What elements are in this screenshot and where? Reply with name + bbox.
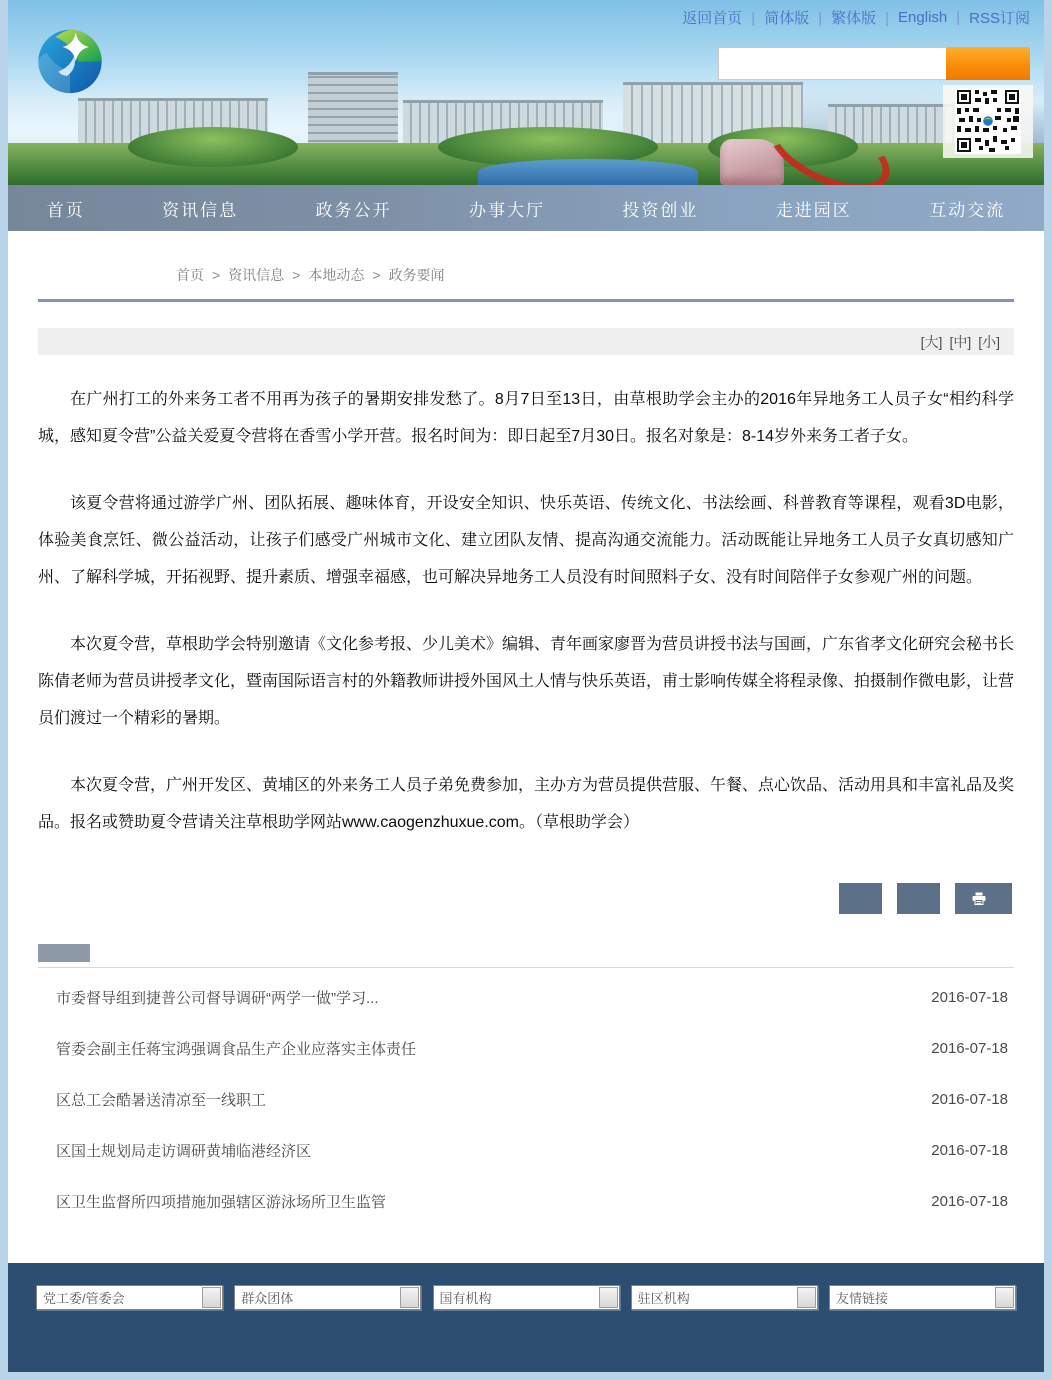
footer-info xyxy=(36,1344,1016,1346)
print-button[interactable] xyxy=(955,883,1012,914)
chevron-down-icon[interactable] xyxy=(797,1287,816,1308)
footer-dropdown[interactable] xyxy=(829,1285,1016,1310)
chevron-down-icon[interactable] xyxy=(995,1287,1014,1308)
dropdown-selected-value: 群众团体 xyxy=(241,1291,294,1306)
top-link[interactable]: English | xyxy=(898,9,969,26)
footer xyxy=(8,1263,1044,1372)
footer-dropdowns xyxy=(36,1285,1016,1310)
related-article-row xyxy=(38,1125,1014,1176)
article-paragraph: 本次夏令营，草根助学会特别邀请《文化参考报、少儿美术》编辑、青年画家廖晋为营员讲授书法与国画，广东省孝文化研究会秘书长陈倩老师为营员讲授孝文化，暨南国际语言村的外籍教师讲授外国风土人情与快乐英语，甫士影响传媒全将程录像、拍摄制作微电影，让营员们渡过一个精彩的暑期。 xyxy=(38,636,1015,727)
nav-item[interactable]: 走进园区 xyxy=(775,200,852,220)
breadcrumb-item[interactable]: 资讯信息 > xyxy=(228,265,308,285)
article-meta-bar xyxy=(38,328,1014,355)
top-link[interactable]: 简体版 | xyxy=(764,7,831,28)
nav-item[interactable]: 互动交流 xyxy=(929,200,1006,220)
footer-dropdown[interactable] xyxy=(234,1285,421,1310)
dropdown-selected-value: 党工委/管委会 xyxy=(43,1291,125,1306)
article-actions xyxy=(40,883,1012,914)
related-articles-title xyxy=(38,944,90,962)
related-article-row xyxy=(38,972,1014,1023)
breadcrumb xyxy=(176,265,1014,285)
font-size-option[interactable]: [大] xyxy=(920,333,943,350)
banner-photo-water xyxy=(478,159,698,185)
nav-item[interactable]: 首页 xyxy=(46,200,85,220)
logo-icon xyxy=(34,24,106,96)
related-article-link[interactable]: 区总工会酷暑送清凉至一线职工 xyxy=(56,1092,267,1109)
related-article-row xyxy=(38,1023,1014,1074)
banner-photo-tree xyxy=(128,127,298,167)
font-size-option[interactable]: [中] xyxy=(949,333,972,350)
banner xyxy=(8,0,1044,185)
article-paragraph: 在广州打工的外来务工者不用再为孩子的暑期安排发愁了。8月7日至13日，由草根助学会主办的2016年异地务工人员子女“相约科学城，感知夏令营”公益关爱夏令营将在香雪小学开营。报名时间为：即日起至7月30日。报名对象是：8-14岁外来务工者子女。 xyxy=(38,391,1014,445)
footer-dropdown[interactable] xyxy=(631,1285,818,1310)
dropdown-selected-value: 驻区机构 xyxy=(637,1291,690,1306)
add-favorite-button[interactable] xyxy=(897,883,940,914)
related-article-row xyxy=(38,1176,1014,1227)
nav-item[interactable]: 投资创业 xyxy=(622,200,699,220)
related-article-row xyxy=(38,1074,1014,1125)
chevron-down-icon[interactable] xyxy=(599,1287,618,1308)
related-article-date: 2016-07-18 xyxy=(931,1142,1008,1159)
nav-item[interactable]: 办事大厅 xyxy=(468,200,545,220)
article-page xyxy=(8,231,1044,1263)
top-link[interactable]: 返回首页 | xyxy=(682,7,764,28)
font-size-option[interactable]: [小] xyxy=(978,333,1000,350)
top-link[interactable]: 繁体版 | xyxy=(831,7,898,28)
related-article-link[interactable]: 区卫生监督所四项措施加强辖区游泳场所卫生监管 xyxy=(56,1194,387,1211)
qr-code-image xyxy=(955,88,1021,154)
wechat-qr-panel xyxy=(943,85,1033,158)
related-article-date: 2016-07-18 xyxy=(931,1193,1008,1210)
related-article-link[interactable]: 市委督导组到捷普公司督导调研“两学一做”学习... xyxy=(56,990,379,1007)
site-logo[interactable] xyxy=(34,24,120,96)
related-article-link[interactable]: 管委会副主任蒋宝鸿强调食品生产企业应落实主体责任 xyxy=(56,1041,417,1058)
chevron-down-icon[interactable] xyxy=(202,1287,221,1308)
close-window-button[interactable] xyxy=(839,883,882,914)
article-body xyxy=(38,381,1014,841)
related-articles-list xyxy=(38,968,1014,1227)
main-navigation xyxy=(8,185,1044,231)
article-paragraph: 该夏令营将通过游学广州、团队拓展、趣味体育，开设安全知识、快乐英语、传统文化、书法绘画、科普教育等课程，观看3D电影，体验美食烹饪、微公益活动，让孩子们感受广州城市文化、建立团队友情、提高沟通交流能力。活动既能让异地务工人员子女真切感知广州、了解科学城，开拓视野、提升素质、增强幸福感，也可解决异地务工人员没有时间照料子女、没有时间陪伴子女参观广州的问题。 xyxy=(38,495,1014,586)
footer-dropdown[interactable] xyxy=(36,1285,223,1310)
breadcrumb-divider xyxy=(38,299,1014,302)
related-article-date: 2016-07-18 xyxy=(931,1040,1008,1057)
related-article-date: 2016-07-18 xyxy=(931,989,1008,1006)
breadcrumb-item[interactable]: 首页 > xyxy=(176,265,228,285)
breadcrumb-item[interactable]: 政务要闻 xyxy=(388,267,445,283)
dropdown-selected-value: 国有机构 xyxy=(439,1291,492,1306)
footer-dropdown[interactable] xyxy=(433,1285,620,1310)
search-bar xyxy=(718,47,1030,80)
page-container xyxy=(8,0,1044,1372)
related-article-link[interactable]: 区国土规划局走访调研黄埔临港经济区 xyxy=(56,1143,312,1160)
top-utility-links xyxy=(682,7,1030,28)
related-article-date: 2016-07-18 xyxy=(931,1091,1008,1108)
top-link[interactable]: RSS订阅 xyxy=(969,10,1030,27)
related-articles-header xyxy=(38,944,1014,968)
search-button[interactable] xyxy=(946,47,1030,80)
chevron-down-icon[interactable] xyxy=(400,1287,419,1308)
breadcrumb-item[interactable]: 本地动态 > xyxy=(308,265,388,285)
nav-item[interactable]: 资讯信息 xyxy=(162,200,239,220)
search-input[interactable] xyxy=(718,47,946,80)
dropdown-selected-value: 友情链接 xyxy=(836,1291,889,1306)
printer-icon xyxy=(972,892,986,905)
article-paragraph: 本次夏令营，广州开发区、黄埔区的外来务工人员子弟免费参加，主办方为营员提供营服、午餐、点心饮品、活动用具和丰富礼品及奖品。报名或赞助夏令营请关注草根助学网站www.caogenzhuxue.com。（草根助学会） xyxy=(38,777,1015,831)
nav-item[interactable]: 政务公开 xyxy=(315,200,392,220)
